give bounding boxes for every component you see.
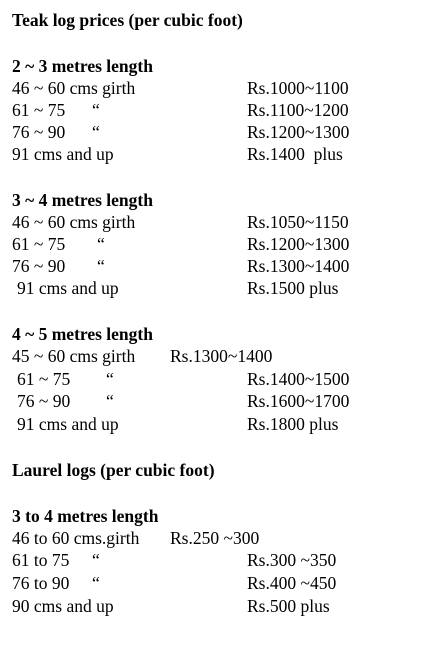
price-row	[0, 390, 429, 412]
price-value: Rs.500 plus	[247, 596, 330, 616]
price-value: Rs.400 ~450	[247, 573, 337, 593]
section-heading-text: 3 ~ 4 metres length	[12, 190, 153, 210]
girth-label: 61 ~ 75	[12, 100, 66, 120]
price-value: Rs.1300~1400	[170, 346, 273, 366]
girth-label: 76 to 90	[12, 573, 70, 593]
price-value: Rs.1050~1150	[247, 212, 349, 232]
price-value: Rs.1500 plus	[247, 278, 339, 298]
price-value: Rs.1200~1300	[247, 234, 350, 254]
price-row	[0, 549, 429, 571]
section-heading	[0, 323, 429, 345]
price-row	[0, 595, 429, 617]
price-row	[0, 211, 429, 233]
girth-label: 76 ~ 90	[17, 391, 71, 411]
price-value: Rs.1600~1700	[247, 391, 350, 411]
price-value: Rs.1200~1300	[247, 122, 350, 142]
ditto-mark: “	[97, 256, 105, 276]
girth-label: 91 cms and up	[17, 414, 119, 434]
price-value: Rs.1800 plus	[247, 414, 339, 434]
girth-label: 61 to 75	[12, 550, 70, 570]
price-value: Rs.1000~1100	[247, 78, 349, 98]
girth-label: 76 ~ 90	[12, 122, 66, 142]
girth-label: 61 ~ 75	[12, 234, 66, 254]
price-row	[0, 572, 429, 594]
price-row	[0, 233, 429, 255]
section-heading-text: 4 ~ 5 metres length	[12, 324, 153, 344]
price-value: Rs.1300~1400	[247, 256, 350, 276]
ditto-mark: “	[97, 234, 105, 254]
document-title-text: Teak log prices (per cubic foot)	[12, 10, 243, 30]
price-row	[0, 143, 429, 165]
girth-label: 46 ~ 60 cms girth	[12, 78, 136, 98]
laurel-title-text: Laurel logs (per cubic foot)	[12, 460, 215, 480]
girth-label: 46 ~ 60 cms girth	[12, 212, 136, 232]
section-heading	[0, 55, 429, 77]
price-value: Rs.1400~1500	[247, 369, 350, 389]
price-row	[0, 345, 429, 367]
ditto-mark: “	[92, 122, 100, 142]
section-heading-text: 3 to 4 metres length	[12, 506, 159, 526]
price-row	[0, 99, 429, 121]
girth-label: 91 cms and up	[12, 144, 114, 164]
price-row	[0, 77, 429, 99]
price-value: Rs.1100~1200	[247, 100, 349, 120]
price-value: Rs.250 ~300	[170, 528, 260, 548]
price-value: Rs.300 ~350	[247, 550, 337, 570]
girth-label: 76 ~ 90	[12, 256, 66, 276]
price-row	[0, 255, 429, 277]
price-value: Rs.1400 plus	[247, 144, 343, 164]
section-heading-text: 2 ~ 3 metres length	[12, 56, 153, 76]
document-title	[0, 9, 429, 31]
section-heading	[0, 189, 429, 211]
ditto-mark: “	[92, 550, 100, 570]
ditto-mark: “	[92, 573, 100, 593]
ditto-mark: “	[106, 369, 114, 389]
girth-label: 45 ~ 60 cms girth	[12, 346, 136, 366]
girth-label: 61 ~ 75	[17, 369, 71, 389]
girth-label: 90 cms and up	[12, 596, 114, 616]
price-row	[0, 368, 429, 390]
price-row	[0, 413, 429, 435]
ditto-mark: “	[92, 100, 100, 120]
price-row	[0, 527, 429, 549]
laurel-title	[0, 459, 429, 481]
girth-label: 46 to 60 cms.girth	[12, 528, 140, 548]
ditto-mark: “	[106, 391, 114, 411]
section-heading	[0, 505, 429, 527]
price-row	[0, 121, 429, 143]
girth-label: 91 cms and up	[17, 278, 119, 298]
price-row	[0, 277, 429, 299]
